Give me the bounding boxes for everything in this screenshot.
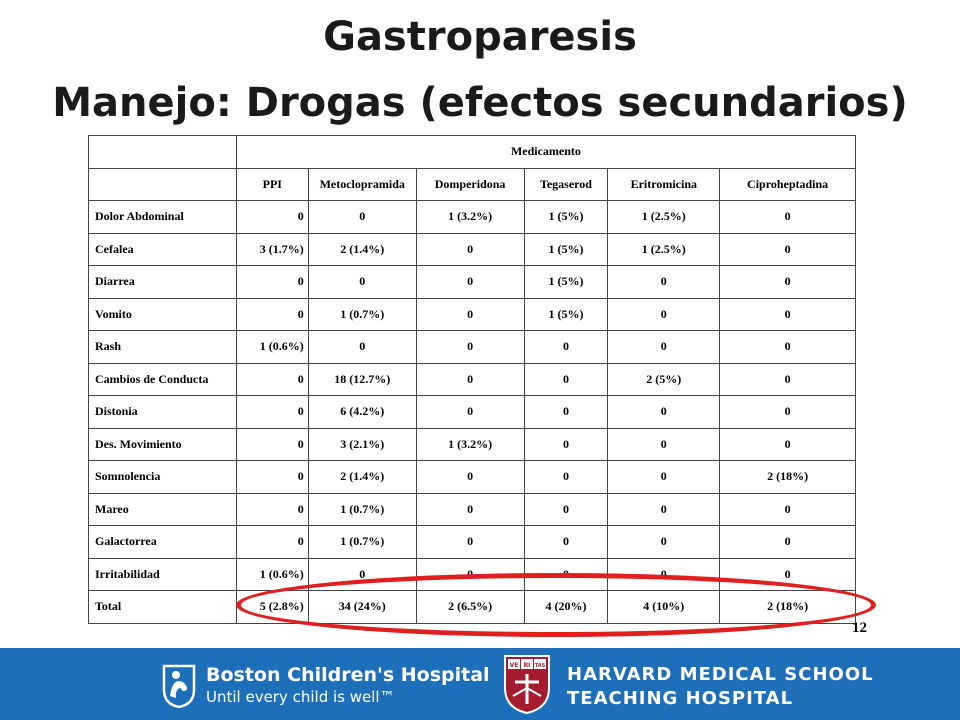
- row-label: Irritabilidad: [89, 558, 237, 591]
- column-header: Metoclopramida: [308, 168, 416, 201]
- table-cell: 0: [236, 201, 308, 234]
- table-cell: 0: [720, 493, 856, 526]
- table-cell: 0: [416, 233, 524, 266]
- table-cell: 0: [608, 298, 720, 331]
- table-row: [89, 591, 856, 624]
- table-cell: 0: [416, 396, 524, 429]
- column-header: Ciproheptadina: [720, 168, 856, 201]
- mother-child-emblem-icon: [160, 660, 198, 708]
- table-body: [89, 201, 856, 624]
- harvard-medical-school-logo: [503, 652, 874, 716]
- table-cell: 0: [608, 396, 720, 429]
- table-cell: 0: [416, 558, 524, 591]
- row-label: Galactorrea: [89, 526, 237, 559]
- footer-banner: [0, 648, 960, 720]
- table-cell: 2 (18%): [720, 461, 856, 494]
- table-cell: 0: [720, 201, 856, 234]
- table-cell: 0: [524, 493, 608, 526]
- table-cell: 2 (6.5%): [416, 591, 524, 624]
- table-cell: 0: [236, 266, 308, 299]
- boston-childrens-logo: [160, 658, 490, 712]
- slide-title-line-2: Manejo: Drogas (efectos secundarios): [52, 80, 908, 126]
- table-cell: 1 (0.7%): [308, 298, 416, 331]
- table-cell: 0: [236, 428, 308, 461]
- table-cell: 0: [720, 363, 856, 396]
- row-label: Des. Movimiento: [89, 428, 237, 461]
- table-row: [89, 331, 856, 364]
- shield-text-tas: TAS: [534, 663, 546, 669]
- table-cell: 0: [524, 331, 608, 364]
- column-header: PPI: [236, 168, 308, 201]
- table-cell: 0: [416, 266, 524, 299]
- table-cell: 3 (1.7%): [236, 233, 308, 266]
- table-cell: 0: [416, 298, 524, 331]
- table-row: [89, 396, 856, 429]
- row-label: Mareo: [89, 493, 237, 526]
- row-label: Cefalea: [89, 233, 237, 266]
- row-label: Dolor Abdominal: [89, 201, 237, 234]
- table-cell: 1 (2.5%): [608, 233, 720, 266]
- table-cell: 0: [236, 461, 308, 494]
- table-cell: 0: [720, 298, 856, 331]
- row-label: Distonia: [89, 396, 237, 429]
- table-corner-cell: [89, 168, 237, 201]
- table-cell: 0: [524, 396, 608, 429]
- table-cell: 1 (5%): [524, 298, 608, 331]
- table-cell: 0: [308, 266, 416, 299]
- table-cell: 1 (0.7%): [308, 493, 416, 526]
- table-cell: 0: [416, 526, 524, 559]
- table-cell: 0: [308, 558, 416, 591]
- table-cell: 0: [720, 558, 856, 591]
- table-cell: 2 (1.4%): [308, 461, 416, 494]
- table-cell: 34 (24%): [308, 591, 416, 624]
- side-effects-table: [88, 135, 856, 624]
- table-cell: 0: [720, 396, 856, 429]
- table-cell: 0: [308, 331, 416, 364]
- row-label: Somnolencia: [89, 461, 237, 494]
- table-cell: 0: [608, 526, 720, 559]
- table-cell: 1 (0.6%): [236, 331, 308, 364]
- table-cell: 18 (12.7%): [308, 363, 416, 396]
- table-cell: 0: [236, 526, 308, 559]
- table-cell: 0: [524, 558, 608, 591]
- table-cell: 0: [720, 428, 856, 461]
- table-row: [89, 233, 856, 266]
- table-cell: 0: [720, 233, 856, 266]
- table-cell: 0: [236, 396, 308, 429]
- table-cell: 4 (20%): [524, 591, 608, 624]
- table-row: [89, 526, 856, 559]
- table-cell: 0: [608, 558, 720, 591]
- table-cell: 0: [720, 266, 856, 299]
- table-cell: 0: [416, 363, 524, 396]
- table-cell: 0: [416, 493, 524, 526]
- table-cell: 0: [608, 331, 720, 364]
- table-cell: 1 (3.2%): [416, 428, 524, 461]
- shield-text-ve: VE: [509, 662, 519, 669]
- table-cell: 1 (3.2%): [416, 201, 524, 234]
- slide-title-line-1: Gastroparesis: [323, 14, 637, 60]
- table-column-header-row: [89, 168, 856, 201]
- row-label: Diarrea: [89, 266, 237, 299]
- row-label: Total: [89, 591, 237, 624]
- hms-name: HARVARD MEDICAL SCHOOL: [567, 664, 874, 685]
- table-row: [89, 493, 856, 526]
- table-cell: 2 (18%): [720, 591, 856, 624]
- hospital-name: Boston Children's Hospital: [206, 664, 490, 686]
- table-cell: 1 (5%): [524, 233, 608, 266]
- table-cell: 0: [524, 363, 608, 396]
- column-header: Eritromicina: [608, 168, 720, 201]
- table-cell: 0: [608, 428, 720, 461]
- table-cell: 0: [236, 363, 308, 396]
- table-cell: 0: [524, 526, 608, 559]
- table-cell: 2 (5%): [608, 363, 720, 396]
- table-cell: 0: [416, 461, 524, 494]
- table-cell: 1 (5%): [524, 266, 608, 299]
- table-cell: 1 (5%): [524, 201, 608, 234]
- table-cell: 6 (4.2%): [308, 396, 416, 429]
- table-row: [89, 428, 856, 461]
- table-cell: 0: [236, 493, 308, 526]
- row-label: Cambios de Conducta: [89, 363, 237, 396]
- table-row: [89, 201, 856, 234]
- table-cell: 0: [524, 428, 608, 461]
- table-corner-cell: [89, 136, 237, 169]
- table-cell: 4 (10%): [608, 591, 720, 624]
- table-cell: 0: [524, 461, 608, 494]
- table-cell: 0: [608, 493, 720, 526]
- table-cell: 1 (0.6%): [236, 558, 308, 591]
- table-cell: 1 (2.5%): [608, 201, 720, 234]
- hospital-tagline: Until every child is well™: [206, 688, 395, 706]
- table-row: [89, 461, 856, 494]
- row-label: Rash: [89, 331, 237, 364]
- table-cell: 0: [416, 331, 524, 364]
- page-number: 12: [852, 620, 867, 636]
- table-group-header-row: [89, 136, 856, 169]
- table-cell: 0: [308, 201, 416, 234]
- medication-group-header: Medicamento: [236, 136, 855, 169]
- table-row: [89, 298, 856, 331]
- table-cell: 0: [608, 461, 720, 494]
- table-row: [89, 266, 856, 299]
- table-cell: 0: [236, 298, 308, 331]
- column-header: Domperidona: [416, 168, 524, 201]
- table-row: [89, 363, 856, 396]
- table-cell: 1 (0.7%): [308, 526, 416, 559]
- harvard-shield-icon: [503, 654, 551, 714]
- table-cell: 0: [608, 266, 720, 299]
- table-cell: 3 (2.1%): [308, 428, 416, 461]
- column-header: Tegaserod: [524, 168, 608, 201]
- table-cell: 2 (1.4%): [308, 233, 416, 266]
- table-cell: 5 (2.8%): [236, 591, 308, 624]
- row-label: Vomito: [89, 298, 237, 331]
- shield-text-ri: RI: [523, 662, 531, 669]
- table-cell: 0: [720, 331, 856, 364]
- table-cell: 0: [720, 526, 856, 559]
- table-row: [89, 558, 856, 591]
- hms-subtitle: TEACHING HOSPITAL: [567, 688, 794, 709]
